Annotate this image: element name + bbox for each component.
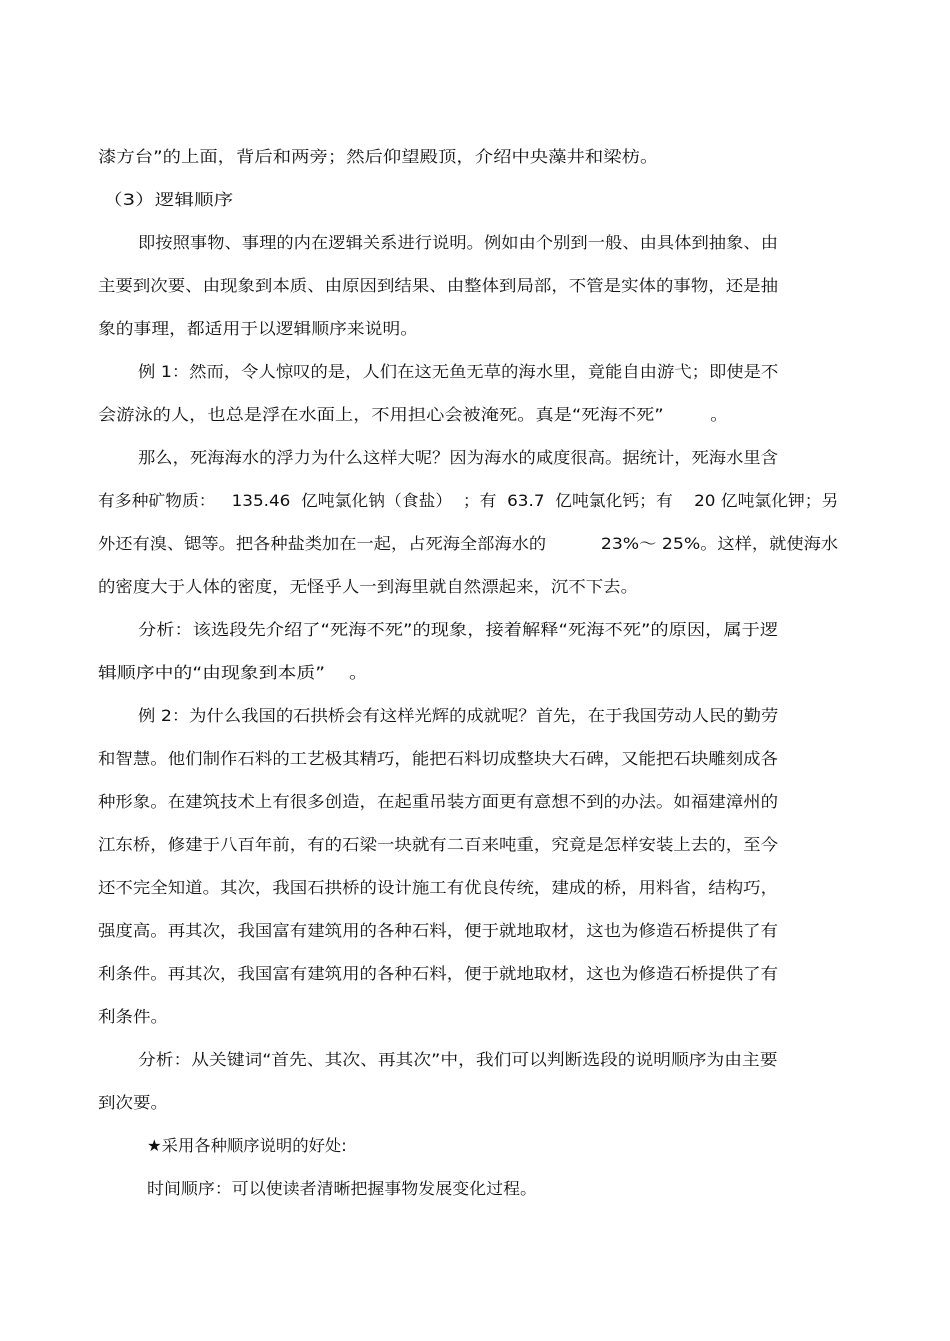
paragraph-line: 辑顺序中的“由现象到本质” 。 — [98, 663, 368, 682]
paragraph-line: 例 1：然而，令人惊叹的是，人们在这无鱼无草的海水里，竟能自由游弋；即使是不 — [138, 362, 779, 381]
paragraph-line: 分析：从关键词“首先、其次、再其次”中，我们可以判断选段的说明顺序为由主要 — [138, 1050, 778, 1069]
paragraph-line: 例 2：为什么我国的石拱桥会有这样光辉的成就呢？首先，在于我国劳动人民的勤劳 — [138, 706, 779, 725]
paragraph-line: 有多种矿物质： 135.46 亿吨氯化钠（食盐） ；有 63.7 亿吨氯化钙；有 20 亿吨氯化钾；另 — [98, 491, 839, 510]
paragraph-line: 外还有溴、锶等。把各种盐类加在一起，占死海全部海水的 23%～ 25%。这样，就使海水 — [98, 534, 839, 553]
paragraph-line: 分析：该选段先介绍了“死海不死”的现象，接着解释“死海不死”的原因，属于逻 — [138, 620, 779, 639]
paragraph-line: 种形象。在建筑技术上有很多创造，在起重吊装方面更有意想不到的办法。如福建漳州的 — [98, 792, 779, 811]
paragraph-line: 江东桥，修建于八百年前，有的石梁一块就有二百来吨重，究竟是怎样安装上去的，至今 — [98, 835, 779, 854]
paragraph-line: 和智慧。他们制作石料的工艺极其精巧，能把石料切成整块大石碑，又能把石块雕刻成各 — [98, 749, 779, 768]
paragraph-line: 即按照事物、事理的内在逻辑关系进行说明。例如由个别到一般、由具体到抽象、由 — [138, 233, 779, 252]
paragraph-line: 到次要。 — [98, 1093, 169, 1112]
paragraph-line: 还不完全知道。其次，我国石拱桥的设计施工有优良传统，建成的桥，用料省，结构巧， — [98, 878, 779, 897]
paragraph-line: 的密度大于人体的密度，无怪乎人一到海里就自然漂起来，沉不下去。 — [98, 577, 639, 596]
paragraph-line: 时间顺序：可以使读者清晰把握事物发展变化过程。 — [147, 1179, 538, 1198]
paragraph-line: 主要到次要、由现象到本质、由原因到结果、由整体到局部，不管是实体的事物，还是抽 — [98, 276, 779, 295]
highlight-heading: ★采用各种顺序说明的好处: — [147, 1136, 347, 1155]
paragraph-line: 利条件。 — [98, 1007, 169, 1026]
section-heading: （3）逻辑顺序 — [103, 190, 234, 209]
paragraph-line: 强度高。再其次，我国富有建筑用的各种石料，便于就地取材，这也为修造石桥提供了有 — [98, 921, 779, 940]
paragraph-line: 会游泳的人，也总是浮在水面上，不用担心会被淹死。真是“死海不死” 。 — [98, 405, 729, 424]
paragraph-line: 漆方台”的上面，背后和两旁；然后仰望殿顶，介绍中央藻井和梁枋。 — [98, 147, 659, 166]
paragraph-line: 那么，死海海水的浮力为什么这样大呢？因为海水的咸度很高。据统计，死海水里含 — [138, 448, 779, 467]
paragraph-line: 象的事理，都适用于以逻辑顺序来说明。 — [98, 319, 419, 338]
paragraph-line: 利条件。再其次，我国富有建筑用的各种石料，便于就地取材，这也为修造石桥提供了有 — [98, 964, 779, 983]
